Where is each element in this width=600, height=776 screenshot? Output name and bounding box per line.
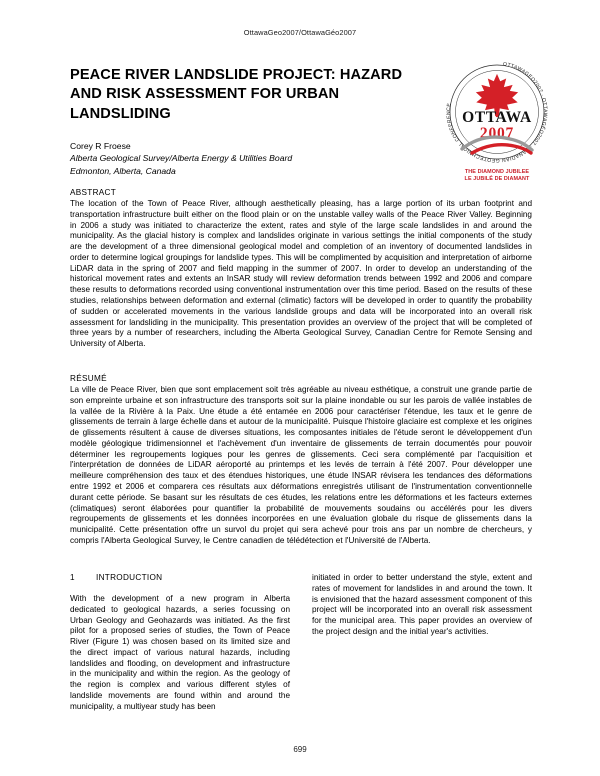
author-block (70, 140, 415, 177)
abstract-text: The location of the Town of Peace River, although aesthetically pleasing, has a large portion of its urban footprint and transportation infrastructure built either on the flood plain or on the unstable valley walls of the Peace River Valley. Beginning in 2006 a study was initiated to characterize the extent, rates and style of the large scale landslides in and around the municipality. As the glacial history is complex and landslides originate in various settings the initial components of the study are the development of a three dimensional geological model and completion of an inventory of documented landslides in order to determine logical groupings for landslide types. This will be complimented by acquisition and interpretation of airborne LiDAR data in the spring of 2007 and field mapping in the summer of 2007. In order to develop an understanding of the historical movement rates and extents an InSAR study will review deformation trends between 1992 and 2006 and compare these results to deformations recorded using conventional instrumentation over this time period. Based on the results of these studies, relationships between deformation and external (climatic) factors will be developed in order to quantify the probability of sudden or accelerated movements in the various landslide groups and data will be incorporated into an overall risk assessment for landsliding in the municipality. This presentation provides an overview of the project that will be completed of three years by a number of researchers, including the Alberta Geological Survey, Canadian Centre for Remote Sensing and University of Alberta. (70, 199, 532, 349)
logo-wordmark: OTTAWA (462, 109, 532, 126)
author-affiliation: Alberta Geological Survey/Alberta Energy & Utilities Board (70, 153, 293, 164)
introduction-text-right: initiated in order to better understand the style, extent and rates of movement for landslides in and around the town. It is envisioned that the hazard assessment component of this project will be incorporated into an overall risk assessment for the municipal area. This paper provides an overview of the project design and the initial year's activities. (312, 573, 532, 636)
title-block (70, 66, 415, 177)
logo-swoosh-icon (442, 57, 552, 167)
page-number: 699 (293, 745, 307, 754)
author-location: Edmonton, Alberta, Canada (70, 165, 176, 176)
introduction-heading (70, 573, 290, 582)
resume-text: La ville de Peace River, bien que sont emplacement soit très agréable au niveau esthétique, a construit une grande partie de son empreinte urbaine et son infrastructure des transports soit sur la plaine inondable ou sur les parois de vallée instables de la vallée de la Rivière à la Paix. Une étude a été entamée en 2006 pour caractériser l'étendue, les taux et le genre de glissements de terrain à large échelle dans et autour de la municipalité. Puisque l'histoire glaciaire est complexe et les origines de glissements résultent à cause de diverses situations, les composantes initiales de l'étude seront le développement d'un modèle géologique tridimensionnel et l'achèvement d'un inventaire de glissements de terrain documentés pour pouvoir déterminer les regroupements logiques pour les genres de glissements. Ceci sera complémenté par l'acquisition et l'interprétation de données de LiDAR aéroporté au printemps et les levés de terrain à l'été 2007. Pour développer une meilleure compréhension des taux et des étendues historiques, une étude INSAR révisera les tendances des déformations entre 1992 et 2006 et comparera ces résultats aux déformations enregistrés utilisant de l'instrumentation conventionnelle durant cette période. Se basant sur les résultats de ces études, les relations entre les déformations et les facteurs externes (climatiques) seront élaborées pour quantifier la probabilité de mouvements soudains ou accélérés pour les divers regroupements de glissements et les données incorporées en une évaluation globale du risque de glissements dans la municipalité. Cette présentation offre un survol du projet qui sera achevé pour trois ans par un nombre de chercheurs, y compris l'Alberta Geological Survey, le Centre canadien de télédétection et l'Université de l'Alberta. (70, 385, 532, 545)
running-head: OttawaGeo2007/OttawaGéo2007 (243, 28, 357, 37)
page-title: PEACE RIVER LANDSLIDE PROJECT: HAZARD AND RISK ASSESSMENT FOR URBAN LANDSLIDING (70, 67, 403, 122)
abstract-section (70, 188, 532, 350)
logo-year: 2007 (479, 125, 515, 142)
introduction-number: 1 (70, 573, 75, 582)
logo-caption (436, 169, 558, 183)
logo-disc (442, 57, 552, 167)
introduction-heading-label: INTRODUCTION (96, 573, 163, 582)
introduction-column-left (70, 573, 290, 713)
logo-caption-line2: LE JUBILÉ DE DIAMANT (464, 175, 530, 182)
introduction-text-left: With the development of a new program in Alberta dedicated to geological hazards, a series focussing on Urban Geology and Geohazards was initiated. As the first pilot for a proposed series of studies, the Town of Peace River (Figure 1) was chosen based on its limited size and the direct impact of various natural hazards, including landslides and flooding, on development and infrastructure in the municipality and within the region. As the geology of the region is complex and various different styles of landslide movements are found within and around the municipality, a multiyear study has been (70, 594, 290, 711)
conference-logo (440, 57, 555, 185)
logo-caption-line1: THE DIAMOND JUBILEE (464, 169, 530, 175)
introduction-section (70, 573, 532, 713)
resume-section (70, 374, 532, 547)
svg-text:OTTAWAGEO2007 · OTTAWAGÉO2007: OTTAWAGEO2007 · OTTAWAGÉO2007 · CANADIAN GEOTECHNICAL CONFERENCE (445, 61, 549, 164)
abstract-heading: ABSTRACT (70, 188, 117, 197)
author-name: Corey R Froese (70, 140, 131, 151)
resume-heading: RÉSUMÉ (70, 374, 107, 383)
introduction-column-right (312, 573, 532, 713)
